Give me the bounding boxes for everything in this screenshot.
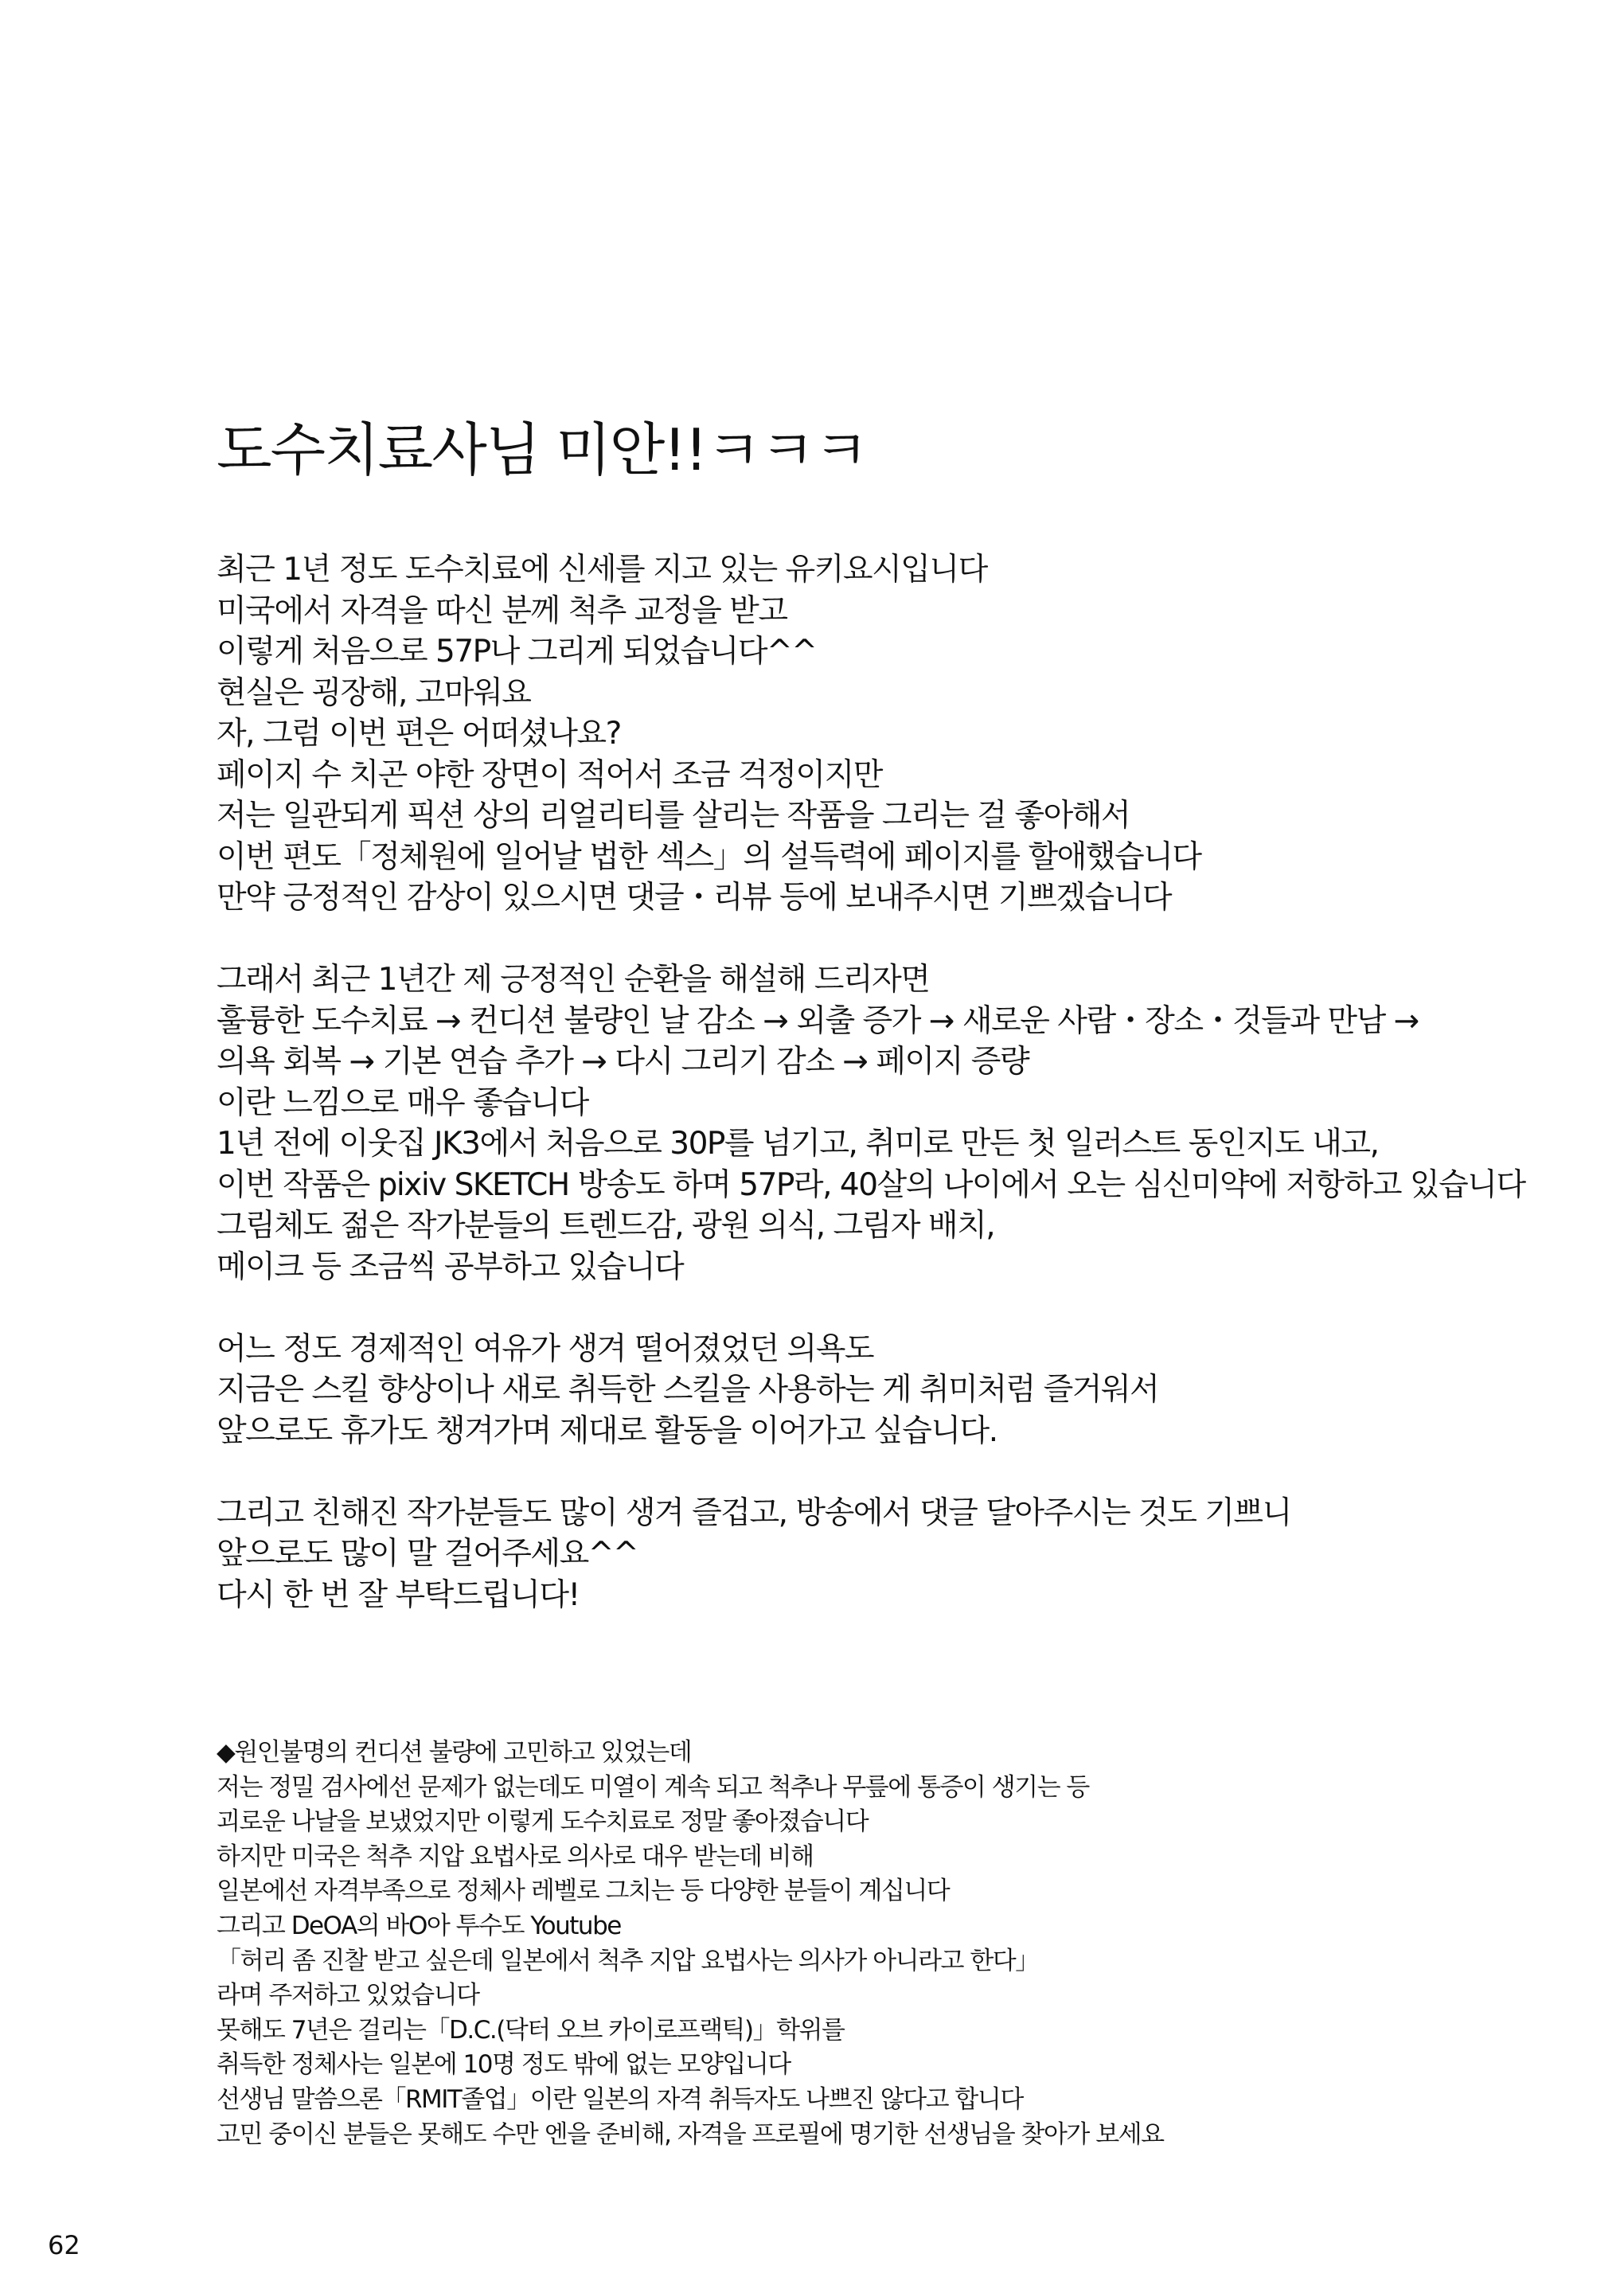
text-line: 앞으로도 휴가도 챙겨가며 제대로 활동을 이어가고 싶습니다.: [217, 1412, 997, 1449]
page-number: 62: [48, 2230, 80, 2260]
paragraph-cycle: [217, 959, 1586, 1287]
text-line: 그래서 최근 1년간 제 긍정적인 순환을 해설해 드리자면: [217, 962, 930, 998]
note-line: 「허리 좀 진찰 받고 싶은데 일본에서 척추 지압 요법사는 의사가 아니라고 한다」: [217, 1946, 1039, 1975]
text-line: 현실은 굉장해, 고마워요: [217, 674, 531, 711]
paragraph-intro: [217, 549, 1586, 919]
note-line: 라며 주저하고 있었습니다: [217, 1981, 479, 2010]
text-line: 앞으로도 많이 말 걸어주세요^^: [217, 1536, 638, 1572]
text-line: 자, 그럼 이번 편은 어떠셨나요?: [217, 716, 621, 752]
note-line: 일본에선 자격부족으로 정체사 레벨로 그치는 등 다양한 분들이 계십니다: [217, 1877, 950, 1906]
note-line: ◆원인불명의 컨디션 불량에 고민하고 있었는데: [217, 1738, 692, 1767]
text-line: 훌륭한 도수치료 → 컨디션 불량인 날 감소 → 외출 증가 → 새로운 사람・장소・것들과 만남 →: [217, 1002, 1419, 1039]
text-line: 이번 편도「정체원에 일어날 법한 섹스」의 설득력에 페이지를 할애했습니다: [217, 838, 1201, 875]
text-line: 그리고 친해진 작가분들도 많이 생겨 즐겁고, 방송에서 댓글 달아주시는 것도 기쁘니: [217, 1494, 1291, 1531]
text-line: 그림체도 젊은 작가분들의 트렌드감, 광원 의식, 그림자 배치,: [217, 1208, 995, 1244]
text-line: 이렇게 처음으로 57P나 그리게 되었습니다^^: [217, 634, 817, 670]
text-line: 의욕 회복 → 기본 연습 추가 → 다시 그리기 감소 → 페이지 증량: [217, 1044, 1029, 1080]
text-line: 미국에서 자격을 따신 분께 척추 교정을 받고: [217, 592, 787, 629]
text-line: 이번 작품은 pixiv SKETCH 방송도 하며 57P라, 40살의 나이에서 오는 심신미약에 저항하고 있습니다: [217, 1166, 1525, 1203]
afterword-body: [217, 549, 1586, 1657]
note-line: 취득한 정체사는 일본에 10명 정도 밖에 없는 모양입니다: [217, 2050, 791, 2080]
text-line: 어느 정도 경제적인 여유가 생겨 떨어졌었던 의욕도: [217, 1330, 874, 1367]
text-line: 지금은 스킬 향상이나 새로 취득한 스킬을 사용하는 게 취미처럼 즐거워서: [217, 1372, 1159, 1408]
text-line: 1년 전에 이웃집 JK3에서 처음으로 30P를 넘기고, 취미로 만든 첫 일러스트 동인지도 내고,: [217, 1126, 1379, 1162]
note-line: 그리고 DeOA의 바O아 투수도 Youtube: [217, 1911, 621, 1940]
paragraph-motivation: [217, 1329, 1586, 1452]
note-line: 못해도 7년은 걸리는「D.C.(닥터 오브 카이로프랙틱)」학위를: [217, 2015, 845, 2045]
note-line: 하지만 미국은 척추 지압 요법사로 의사로 대우 받는데 비해: [217, 1842, 814, 1871]
note-line: 고민 중이신 분들은 못해도 수만 엔을 준비해, 자격을 프로필에 명기한 선생님을 찾아가 보세요: [217, 2119, 1164, 2149]
text-line: 이란 느낌으로 매우 좋습니다: [217, 1084, 588, 1121]
footnote-block: [217, 1736, 1586, 2152]
text-line: 페이지 수 치곤 야한 장면이 적어서 조금 걱정이지만: [217, 756, 882, 793]
text-line: 다시 한 번 잘 부탁드립니다!: [217, 1576, 580, 1613]
text-line: 최근 1년 정도 도수치료에 신세를 지고 있는 유키요시입니다: [217, 552, 987, 588]
text-line: 저는 일관되게 픽션 상의 리얼리티를 살리는 작품을 그리는 걸 좋아해서: [217, 798, 1130, 834]
note-line: 선생님 말씀으론「RMIT졸업」이란 일본의 자격 취득자도 나쁘진 않다고 합니다: [217, 2084, 1023, 2114]
text-line: 만약 긍정적인 감상이 있으시면 댓글・리뷰 등에 보내주시면 기쁘겠습니다: [217, 880, 1171, 916]
text-line: 메이크 등 조금씩 공부하고 있습니다: [217, 1248, 684, 1285]
paragraph-closing: [217, 1493, 1586, 1616]
page-title: 도수치료사님 미안!!ㅋㅋㅋ: [217, 416, 868, 483]
note-line: 저는 정밀 검사에선 문제가 없는데도 미열이 계속 되고 척추나 무릎에 통증이 생기는 등: [217, 1772, 1089, 1802]
note-line: 괴로운 나날을 보냈었지만 이렇게 도수치료로 정말 좋아졌습니다: [217, 1807, 869, 1837]
